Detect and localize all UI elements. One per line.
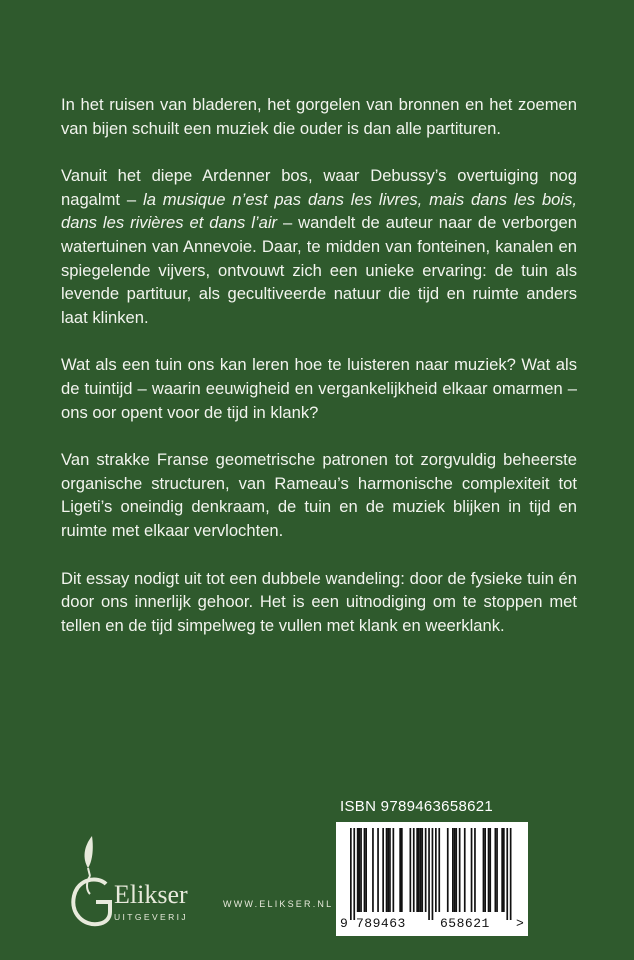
barcode-bar xyxy=(452,828,454,912)
barcode-bar xyxy=(389,828,391,912)
barcode-bar xyxy=(495,828,497,912)
barcode-bar xyxy=(506,828,508,920)
publisher-website[interactable]: WWW.ELIKSER.NL xyxy=(223,899,334,909)
back-cover-blurb xyxy=(61,93,577,661)
isbn-label: ISBN 9789463658621 xyxy=(340,798,494,815)
barcode-digits-left: 789463 xyxy=(356,916,406,931)
blurb-paragraph-1: In het ruisen van bladeren, het gorgelen van bronnen en het zoemen van bijen schuilt een muziek die ouder is dan alle partituren. xyxy=(61,95,577,138)
barcode-bar xyxy=(420,828,422,912)
blurb-paragraph-3: Wat als een tuin ons kan leren hoe te luisteren naar muziek? Wat als de tuintijd – waarin eeuwigheid en vergankelijkheid elkaar omarmen – ons oor opent voor de tijd in klank? xyxy=(61,355,577,422)
barcode-bar xyxy=(483,828,485,912)
barcode-arrow: > xyxy=(516,916,525,931)
barcode-bar xyxy=(432,828,434,920)
barcode-bar xyxy=(503,828,505,912)
blurb-paragraph-4: Van strakke Franse geometrische patronen tot zorgvuldig beheerste organische structuren, van Rameau’s harmonische complexiteit tot Ligeti’s oneindig denkraam, de tuin en de muziek blijken in tijd en ruimte met elkaar vervlochten. xyxy=(61,450,577,540)
barcode-digits-right: 658621 xyxy=(440,916,490,931)
barcode-bar xyxy=(364,828,366,912)
barcode-bar xyxy=(410,828,412,912)
barcode-bar xyxy=(484,828,486,912)
barcode-bar xyxy=(386,828,388,912)
barcode-bar xyxy=(435,828,437,912)
publisher-logo xyxy=(66,832,216,932)
barcode-bar xyxy=(357,828,359,912)
barcode-bar xyxy=(365,828,367,912)
barcode-bar xyxy=(428,828,430,920)
barcode-bar xyxy=(438,828,440,912)
barcode-digit-first: 9 xyxy=(340,916,349,931)
barcode-bar xyxy=(382,828,384,912)
barcode-bar xyxy=(454,828,456,912)
barcode-bar xyxy=(510,828,512,920)
publisher-subtitle: UITGEVERIJ xyxy=(114,912,189,922)
barcode-bar xyxy=(359,828,361,912)
publisher-name: Elikser xyxy=(114,880,188,909)
barcode-bar xyxy=(416,828,418,912)
barcode-bar xyxy=(447,828,449,912)
barcode-bar xyxy=(353,828,355,920)
barcode-bar xyxy=(489,828,491,912)
barcode-bar xyxy=(418,828,420,912)
barcode-bar xyxy=(496,828,498,912)
barcode-bar xyxy=(372,828,374,912)
barcode-bar xyxy=(501,828,503,912)
barcode-bar xyxy=(360,828,362,912)
barcode-bar xyxy=(459,828,461,912)
barcode-bar xyxy=(455,828,457,912)
blurb-paragraph-5: Dit essay nodigt uit tot een dubbele wandeling: door de fysieke tuin én door ons innerlijk gehoor. Het is een uitnodiging om te stoppen met tellen en de tijd simpelweg te vullen met klank en weerklank. xyxy=(61,568,577,635)
barcode-bar xyxy=(425,828,427,912)
debussy-quote: la musique n’est pas dans les livres, mais dans les bois, dans les rivières et dans l’air xyxy=(61,189,577,233)
isbn-barcode xyxy=(336,822,528,936)
barcode-bar xyxy=(399,828,401,912)
barcode-bar xyxy=(413,828,415,912)
barcode-bar xyxy=(387,828,389,912)
barcode-bar xyxy=(401,828,403,912)
blurb-paragraph-2 xyxy=(61,164,577,329)
blurb-paragraph-2-start: Vanuit het diepe Ardenner bos, waar Debussy’s overtuiging nog nagalmt – xyxy=(61,166,577,209)
barcode-bar xyxy=(393,828,395,912)
barcode-bar xyxy=(471,828,473,912)
barcode-bar xyxy=(377,828,379,912)
blurb-paragraph-2-end: – wandelt de auteur naar de verborgen watertuinen van Annevoie. Daar, te midden van fonteinen, kanalen en spiegelende vijvers, ontvouwt zich een unieke ervaring: de tuin als levende partituur, als gecultiveerde natuur die tijd en ruimte anders laat klinken. xyxy=(61,213,578,327)
barcode-bar xyxy=(421,828,423,912)
barcode-bar xyxy=(474,828,476,912)
barcode-bar xyxy=(488,828,490,912)
barcode-bar xyxy=(350,828,352,920)
barcode-bar xyxy=(464,828,466,912)
